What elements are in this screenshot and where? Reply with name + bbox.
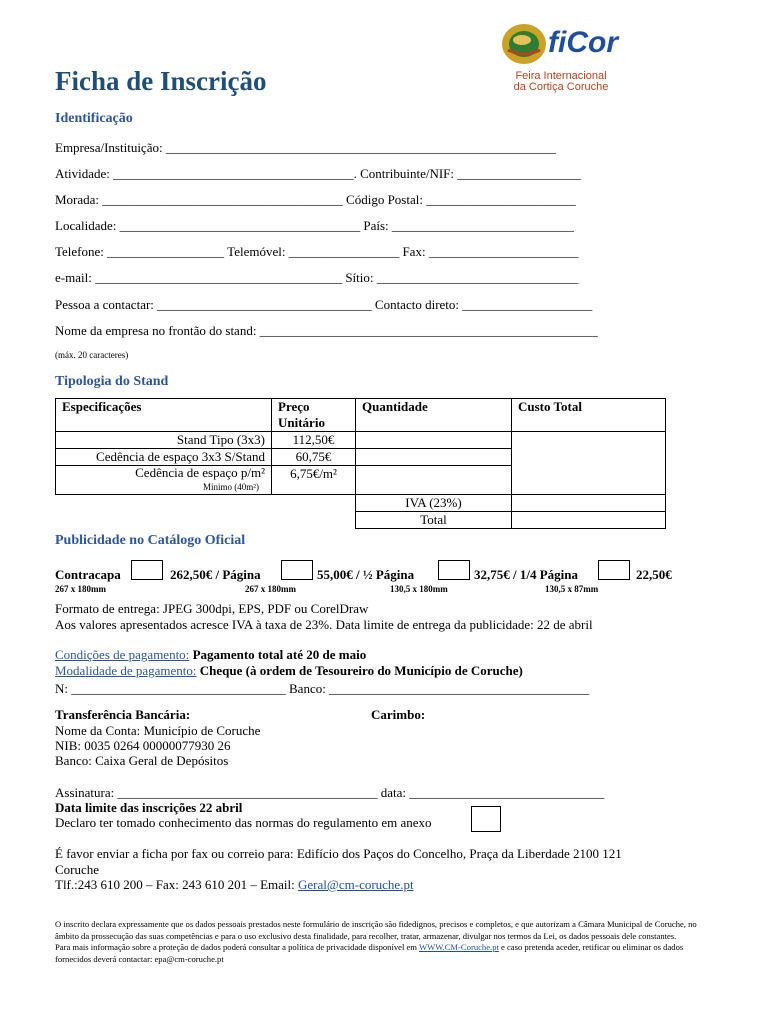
valores-iva: Aos valores apresentados acresce IVA à taxa de 23%. Data limite de entrega da publicidade: 22 de abril [55, 617, 593, 632]
atividade-field[interactable]: Atividade: _____________________________________. Contribuinte/NIF: ___________________ [55, 166, 581, 181]
carimbo-label: Carimbo: [371, 707, 426, 722]
table-row [56, 466, 666, 495]
condicoes-value: Pagamento total até 20 de maio [189, 647, 367, 662]
spec-cell [56, 466, 272, 495]
envio-contacts-prefix: Tlf.:243 610 200 – Fax: 243 610 201 – Email: [55, 877, 299, 892]
n-banco-field[interactable]: N: _________________________________ Banco: ________________________________________ [55, 681, 590, 696]
total-value-cell[interactable] [512, 512, 666, 529]
quantity-cell[interactable] [356, 432, 512, 449]
nib: NIB: 0035 0264 00000077930 26 [55, 738, 231, 753]
pub-pagina-checkbox[interactable] [281, 560, 313, 580]
frontao-field[interactable]: Nome da empresa no frontão do stand: ____________________________________________________ [55, 323, 598, 338]
logo-brand: fiCor [548, 26, 618, 59]
email-link[interactable]: Geral@cm-coruche.pt [298, 877, 414, 892]
pub-meia-pagina-label: 55,00€ / ½ Página [317, 567, 415, 582]
privacy-link[interactable]: WWW.CM-Coruche.pt [419, 942, 499, 952]
assinatura-field[interactable]: Assinatura: ________________________________________ data: ______________________________ [55, 785, 605, 800]
modalidade-label: Modalidade de pagamento: [55, 663, 197, 678]
ficor-logo [500, 22, 620, 94]
pub-contracapa-dims: 267 x 180mm [55, 584, 106, 594]
publicidade-heading: Publicidade no Catálogo Oficial [55, 533, 246, 548]
tipologia-heading: Tipologia do Stand [55, 374, 169, 389]
total-label: Total [356, 512, 512, 529]
envio-line1: É favor enviar a ficha por fax ou correio para: Edifício dos Paços do Concelho, Praça da Liberdade 2100 121 [55, 846, 622, 861]
envio-contacts [55, 877, 414, 893]
total-cell[interactable] [512, 432, 666, 449]
pub-pagina-label: 262,50€ / Página [170, 567, 261, 582]
pub-pagina-dims: 267 x 180mm [245, 584, 296, 594]
header-especificacoes: Especificações [56, 399, 272, 432]
total-cell[interactable] [512, 466, 666, 495]
iva-label: IVA (23%) [356, 495, 512, 512]
quantity-cell[interactable] [356, 466, 512, 495]
formato-entrega: Formato de entrega: JPEG 300dpi, EPS, PDF ou CorelDraw [55, 601, 369, 616]
identificacao-heading: Identificação [55, 111, 133, 126]
tipologia-table [55, 398, 666, 529]
iva-value-cell[interactable] [512, 495, 666, 512]
declaro-checkbox[interactable] [471, 806, 501, 832]
spec-cell: Stand Tipo (3x3) [56, 432, 272, 449]
localidade-field[interactable]: Localidade: _____________________________________ País: ____________________________ [55, 218, 574, 233]
transferencia-heading: Transferência Bancária: [55, 707, 191, 722]
pub-meia-pagina-checkbox[interactable] [438, 560, 470, 580]
privacy-paragraph-2 [55, 942, 720, 965]
price-cell: 60,75€ [272, 449, 356, 466]
privacy-text-prefix: Para mais informação sobre a proteção de dados poderá consultar a política de privacidade disponível em [55, 942, 419, 952]
empresa-field[interactable]: Empresa/Instituição: ____________________________________________________________ [55, 140, 556, 155]
email-field[interactable]: e-mail: ______________________________________ Sítio: _______________________________ [55, 270, 579, 285]
pub-quarto-pagina-checkbox[interactable] [598, 560, 630, 580]
header-quantidade: Quantidade [356, 399, 512, 432]
pub-quarto-pagina-price: 22,50€ [636, 567, 672, 582]
spec-note: Mínimo (40m²) [203, 482, 259, 492]
modalidade-pagamento [55, 663, 523, 679]
spec-text: Cedência de espaço p/m² [135, 465, 265, 480]
page-title: Ficha de Inscrição [55, 66, 267, 96]
pub-meia-pagina-dims: 130,5 x 180mm [390, 584, 448, 594]
price-cell: 6,75€/m² [272, 466, 356, 495]
logo-line2: da Cortiça Coruche [513, 81, 609, 93]
pub-contracapa-checkbox[interactable] [131, 560, 163, 580]
pub-contracapa-label: Contracapa [55, 567, 121, 582]
header-preco [272, 399, 356, 432]
envio-line2: Coruche [55, 862, 100, 877]
condicoes-label: Condições de pagamento: [55, 647, 190, 662]
quantity-cell[interactable] [356, 449, 512, 466]
header-preco-line1: Preço [278, 399, 310, 414]
pessoa-field[interactable]: Pessoa a contactar: _________________________________ Contacto direto: ____________________ [55, 297, 593, 312]
table-row [56, 432, 666, 449]
morada-field[interactable]: Morada: _____________________________________ Código Postal: _______________________ [55, 192, 576, 207]
nome-conta: Nome da Conta: Município de Coruche [55, 723, 261, 738]
header-custo-total: Custo Total [512, 399, 666, 432]
table-row [56, 449, 666, 466]
telefone-field[interactable]: Telefone: __________________ Telemóvel: _________________ Fax: _______________________ [55, 244, 579, 259]
spec-cell: Cedência de espaço 3x3 S/Stand [56, 449, 272, 466]
pub-quarto-pagina-label: 32,75€ / 1/4 Página [474, 567, 579, 582]
data-limite: Data limite das inscrições 22 abril [55, 800, 243, 815]
max-chars-note: (máx. 20 caracteres) [55, 350, 129, 360]
header-preco-line2: Unitário [278, 415, 325, 430]
privacy-text-suffix: e caso pretenda aceder, retificar ou eliminar os dados fornecidos deverá contactar: epa@cm-coruche.pt [55, 942, 684, 964]
modalidade-value: Cheque (à ordem de Tesoureiro do Município de Coruche) [196, 663, 523, 678]
total-cell[interactable] [512, 449, 666, 466]
privacy-paragraph-1: O inscrito declara expressamente que os dados pessoais prestados neste formulário de inscrição são fidedignos, precisos e completos, e que autorizam a Câmara Municipal de Coruche, no âmbito da prossecução das suas competências e para o uso exclusivo desta finalidade, para recolher, tratar, armazenar, divulgar nos termos da Lei, os dados pessoais dele constantes. [55, 919, 697, 941]
pub-quarto-pagina-dims: 130,5 x 87mm [545, 584, 599, 594]
declaro-text: Declaro ter tomado conhecimento das normas do regulamento em anexo [55, 815, 432, 830]
price-cell: 112,50€ [272, 432, 356, 449]
privacy-footer [55, 919, 720, 965]
banco-nome: Banco: Caixa Geral de Depósitos [55, 753, 229, 768]
condicoes-pagamento [55, 647, 366, 663]
logo-line1: Feira Internacional [515, 70, 607, 82]
